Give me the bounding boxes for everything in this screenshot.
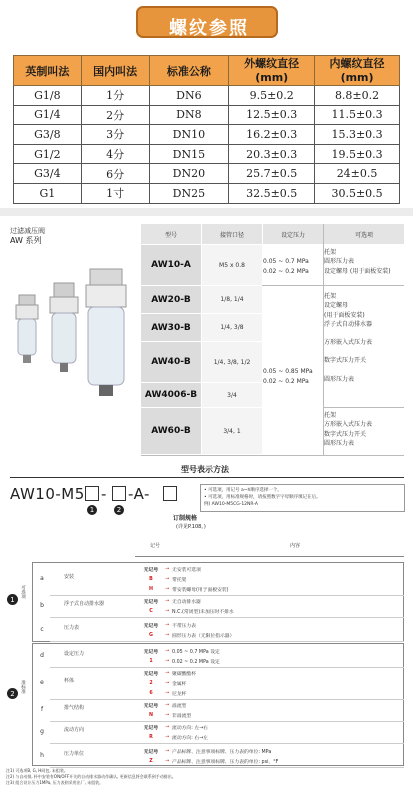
aw-series-name: AW 系列 xyxy=(10,236,42,245)
option-line: 浮子式自动排水器 xyxy=(324,320,373,328)
option-line: 设定螺母 (用于面板安装) xyxy=(324,267,391,275)
aw-model-cell: AW40-B xyxy=(141,342,201,382)
thread-table-header xyxy=(14,56,400,86)
arrow-icon: → xyxy=(165,680,170,686)
option-symbol: 无记号 xyxy=(143,749,159,755)
aw-pressure-a xyxy=(263,257,323,276)
option-line xyxy=(324,366,404,375)
option-line: 设定螺母 xyxy=(324,302,349,310)
option-letter: f xyxy=(40,706,44,713)
arrow-icon: → xyxy=(165,586,170,592)
model-code-title: 型号表示方法 xyxy=(181,465,229,474)
divider xyxy=(10,477,404,478)
option-symbol: Z xyxy=(149,758,153,764)
thread-cell: DN10 xyxy=(149,125,229,145)
option-line xyxy=(324,329,404,338)
thread-cell: DN8 xyxy=(149,105,229,125)
option-line: 托架 xyxy=(324,249,337,256)
divider xyxy=(50,743,404,744)
option-content: 产品标牌、注意事项标牌、压力表的单位: MPa xyxy=(172,749,272,755)
thread-cell: DN25 xyxy=(149,183,229,203)
option-line: (用于面板安装) xyxy=(324,311,365,319)
thread-row xyxy=(14,164,400,184)
aw-options-b xyxy=(324,292,404,384)
thread-cell: 12.5±0.3 xyxy=(229,105,315,125)
option-letter: a xyxy=(40,575,44,582)
arrow-icon: → xyxy=(165,622,170,628)
arrow-icon: → xyxy=(165,690,170,696)
aw-options-a xyxy=(324,248,404,276)
option-symbol: 2 xyxy=(149,680,153,686)
aw-model-cell: AW10-A xyxy=(141,245,201,285)
aw-port-cell: 3/4, 1 xyxy=(202,408,262,454)
divider xyxy=(262,285,404,286)
option-row xyxy=(140,646,404,656)
aw-th-options: 可选项 xyxy=(324,224,404,244)
thread-cell: 2分 xyxy=(81,105,149,125)
option-row xyxy=(140,746,404,756)
thread-cell: G1/8 xyxy=(14,86,82,106)
aw-port-cell: 3/4 xyxy=(202,383,262,407)
option-content: 0.02 ~ 0.2 MPa 设定 xyxy=(172,659,220,665)
aw-product-image xyxy=(10,255,140,455)
option-row xyxy=(140,606,404,616)
option-line: 方形嵌入式压力表 xyxy=(324,339,373,347)
model-code-notes xyxy=(200,484,405,512)
aw-series-title: 过滤减压阀 xyxy=(10,227,45,235)
option-symbol: 无记号 xyxy=(143,725,159,731)
option-line: 托架 xyxy=(324,293,337,300)
col-symbol-header: 记号 xyxy=(150,543,161,549)
th-nominal: 标准公称 xyxy=(149,56,229,86)
group1-label: 可选项 xyxy=(20,585,26,599)
option-line: 数字式压力开关 xyxy=(324,357,367,365)
col-content-header: 内容 xyxy=(290,543,301,549)
option-line: 数字式压力开关 xyxy=(324,430,367,438)
thread-cell: 32.5±0.5 xyxy=(229,183,315,203)
divider xyxy=(324,407,404,408)
option-letter: g xyxy=(40,728,44,735)
option-content: 聚碳酸酯杯 xyxy=(172,671,197,677)
option-group-name: 排气结构 xyxy=(64,705,85,711)
option-row xyxy=(140,756,404,766)
divider xyxy=(50,641,404,642)
arrow-icon: → xyxy=(165,608,170,614)
option-row xyxy=(140,656,404,666)
option-content: 非溢流型 xyxy=(172,713,192,719)
option-group-name: 安装 xyxy=(64,574,75,580)
option-row xyxy=(140,722,404,732)
arrow-icon: → xyxy=(165,724,170,730)
thread-cell: DN6 xyxy=(149,86,229,106)
option-content: 带托架 xyxy=(172,577,187,583)
pressure-line: 0.02 ~ 0.2 MPa xyxy=(263,377,309,385)
thread-cell: 19.5±0.3 xyxy=(315,144,400,164)
code-box-2 xyxy=(112,486,126,501)
thread-cell: G3/8 xyxy=(14,125,82,145)
option-symbol: 无记号 xyxy=(143,567,159,573)
thread-cell: 6分 xyxy=(81,164,149,184)
arrow-icon: → xyxy=(165,632,170,638)
arrow-icon: → xyxy=(165,566,170,572)
thread-cell: 16.2±0.3 xyxy=(229,125,315,145)
option-group-name: 流动方向 xyxy=(64,727,85,733)
code-dash: - xyxy=(101,485,107,503)
option-content: 不带压力表 xyxy=(172,623,197,629)
option-line: 圆形压力表 xyxy=(324,375,355,383)
option-symbol: H xyxy=(148,586,153,592)
aw-port-cell: M5 x 0.8 xyxy=(202,245,262,285)
option-content: 尼龙杯 xyxy=(172,691,187,697)
option-symbol: 无记号 xyxy=(143,703,159,709)
arrow-icon: → xyxy=(165,734,170,740)
option-row xyxy=(140,732,404,742)
group-marker-1: 1 xyxy=(7,594,18,605)
option-content: 圆形压力表（无限位指示器） xyxy=(172,633,235,639)
code-box-1 xyxy=(85,486,99,501)
option-row xyxy=(140,564,404,574)
th-domestic: 国内叫法 xyxy=(81,56,149,86)
option-content: 无自动排水器 xyxy=(172,599,201,605)
arrow-icon: → xyxy=(165,712,170,718)
aw-model-cell: AW60-B xyxy=(141,408,201,454)
aw-th-port: 接管口径 xyxy=(202,224,262,244)
aw-model-cell: AW20-B xyxy=(141,286,201,313)
aw-th-pressure: 设定压力 xyxy=(263,224,323,244)
option-row xyxy=(140,596,404,606)
option-content: N.C.(常闭型)未加压时不排水 xyxy=(172,609,234,615)
arrow-icon: → xyxy=(165,576,170,582)
option-symbol: 1 xyxy=(149,658,153,664)
thread-cell: 30.5±0.5 xyxy=(315,183,400,203)
option-group-name: 设定压力 xyxy=(64,651,85,657)
thread-cell: 4分 xyxy=(81,144,149,164)
option-row xyxy=(140,630,404,640)
thread-cell: 9.5±0.2 xyxy=(229,86,315,106)
option-content: 带安装螺母(用于面板安装) xyxy=(172,587,229,593)
thread-cell: 11.5±0.3 xyxy=(315,105,400,125)
arrow-icon: → xyxy=(165,648,170,654)
thread-cell: 24±0.5 xyxy=(315,164,400,184)
th-internal: 内螺纹直径 (mm) xyxy=(315,56,400,86)
option-group-name: 压力单位 xyxy=(64,751,85,757)
arrow-icon: → xyxy=(165,702,170,708)
aw-port-cell: 1/4, 3/8 xyxy=(202,314,262,341)
option-symbol: 6 xyxy=(149,690,153,696)
option-marker-2: 2 xyxy=(114,505,124,515)
option-symbol: C xyxy=(149,608,153,614)
code-dash: -A- xyxy=(128,485,150,503)
thread-row xyxy=(14,105,400,125)
thread-cell: DN20 xyxy=(149,164,229,184)
arrow-icon: → xyxy=(165,658,170,664)
thread-ref-title: 螺纹参照 xyxy=(169,18,249,39)
thread-cell: DN15 xyxy=(149,144,229,164)
option-group-name: 浮子式自动排水器 xyxy=(64,601,105,607)
option-content: 无安装可选项 xyxy=(172,567,201,573)
aw-port-cell: 1/4, 3/8, 1/2 xyxy=(202,342,262,382)
divider xyxy=(141,455,404,456)
th-external: 外螺纹直径 (mm) xyxy=(229,56,315,86)
option-line: 托架 xyxy=(324,412,337,419)
option-row xyxy=(140,678,404,688)
option-symbol: B xyxy=(149,576,153,582)
order-spec-ref: (详见P.108。) xyxy=(176,524,206,530)
thread-row xyxy=(14,125,400,145)
divider xyxy=(323,224,324,455)
option-group-name: 杯体 xyxy=(64,678,75,684)
option-line: 圆形压力表 xyxy=(324,258,355,266)
aw-pressure-b xyxy=(263,367,323,386)
option-row xyxy=(140,584,404,594)
option-row xyxy=(140,668,404,678)
pressure-line: 0.05 ~ 0.7 MPa xyxy=(263,258,309,265)
footnotes xyxy=(6,768,406,785)
arrow-icon: → xyxy=(165,598,170,604)
option-row xyxy=(140,710,404,720)
thread-cell: 25.7±0.5 xyxy=(229,164,315,184)
option-symbol: 无记号 xyxy=(143,599,159,605)
option-content: 流动方向: 左→右 xyxy=(172,725,208,731)
pressure-line: 0.05 ~ 0.85 MPa xyxy=(263,368,313,375)
footnote: 注2) 与自动排, 杯中安装有ON/OFF开关的自动排水器动作确认, 更新信息将会联系到手动排出。 xyxy=(6,773,176,779)
option-content: 金属杯 xyxy=(172,681,187,687)
option-symbol: N xyxy=(148,712,153,718)
option-content: 溢流型 xyxy=(172,703,187,709)
code-box-3 xyxy=(163,486,177,501)
thread-cell: 1分 xyxy=(81,86,149,106)
thread-cell: 8.8±0.2 xyxy=(315,86,400,106)
option-letter: h xyxy=(40,752,44,759)
thread-table xyxy=(13,55,400,204)
option-content: 0.05 ~ 0.7 MPa 设定 xyxy=(172,649,220,655)
pressure-line: 0.02 ~ 0.2 MPa xyxy=(263,267,309,275)
option-symbol: G xyxy=(149,632,153,638)
option-symbol: 无记号 xyxy=(143,649,159,655)
aw-options-c xyxy=(324,411,404,448)
option-line xyxy=(324,347,404,356)
option-marker-1: 1 xyxy=(87,505,97,515)
order-spec-label: 订制规格 xyxy=(173,515,198,522)
thread-cell: G3/4 xyxy=(14,164,82,184)
note-line: 例) AW10-M5CG-12NR-A xyxy=(204,502,258,508)
divider xyxy=(135,556,404,557)
note-line: • 可选项，用标准规格时，请按照数字字母顺序填记在后。 xyxy=(204,495,321,501)
thread-cell: 3分 xyxy=(81,125,149,145)
option-line: 方形嵌入式压力表 xyxy=(324,421,373,429)
option-row xyxy=(140,574,404,584)
thread-cell: 1寸 xyxy=(81,183,149,203)
th-imperial: 英制叫法 xyxy=(14,56,82,86)
option-content: 流动方向: 右→左 xyxy=(172,735,208,741)
thread-cell: G1 xyxy=(14,183,82,203)
option-row xyxy=(140,700,404,710)
footnote: 注1) 可选项B, G, H同包, 未组装。 xyxy=(6,768,68,773)
footnote: 注3) 组合设计压力1MPa, 压力表则采用出厂, 未组装。 xyxy=(6,779,104,785)
option-line: 圆形压力表 xyxy=(324,439,355,447)
option-letter: e xyxy=(40,679,44,686)
thread-cell: G1/2 xyxy=(14,144,82,164)
aw-model-cell: AW30-B xyxy=(141,314,201,341)
option-letter: d xyxy=(40,652,44,659)
group-marker-2: 2 xyxy=(7,688,18,699)
option-symbol: 无记号 xyxy=(143,671,159,677)
section-title-banner xyxy=(136,6,278,38)
arrow-icon: → xyxy=(165,758,170,764)
option-row xyxy=(140,620,404,630)
option-content: 产品标牌、注意事项标牌、压力表的单位: psi、°F xyxy=(172,759,279,765)
option-group-name: 压力表 xyxy=(64,625,80,631)
option-row xyxy=(140,688,404,698)
thread-cell: G1/4 xyxy=(14,105,82,125)
divider xyxy=(0,208,413,216)
option-symbol: 无记号 xyxy=(143,623,159,629)
option-letter: b xyxy=(40,602,44,609)
arrow-icon: → xyxy=(165,748,170,754)
note-line: • 可选项，用记号 a~h顺序选择一个。 xyxy=(204,488,282,493)
model-code-prefix: AW10-M5 xyxy=(10,485,85,503)
thread-cell: 20.3±0.3 xyxy=(229,144,315,164)
thread-row xyxy=(14,144,400,164)
aw-th-model: 型号 xyxy=(141,224,201,244)
option-letter: c xyxy=(40,626,44,633)
thread-row xyxy=(14,183,400,203)
aw-model-cell: AW4006-B xyxy=(141,383,201,407)
thread-cell: 15.3±0.3 xyxy=(315,125,400,145)
divider xyxy=(50,617,404,618)
group2-label: 准标准 xyxy=(20,680,26,694)
aw-port-cell: 1/8, 1/4 xyxy=(202,286,262,313)
arrow-icon: → xyxy=(165,670,170,676)
thread-row xyxy=(14,86,400,106)
option-symbol: R xyxy=(149,734,153,740)
